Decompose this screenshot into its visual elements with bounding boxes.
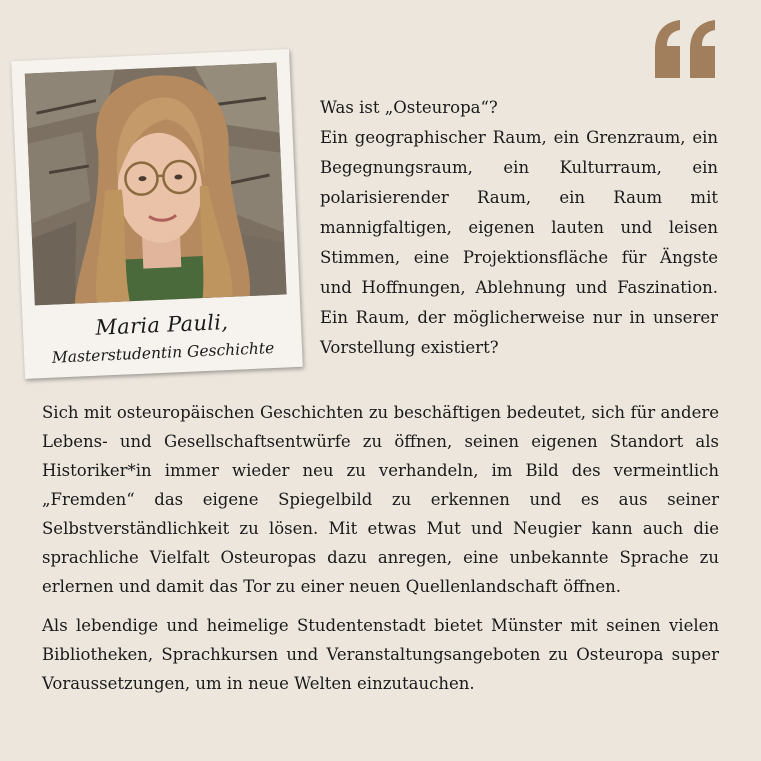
- paragraph-1: Sich mit osteuropäischen Geschichten zu beschäftigen bedeutet, sich für andere Lebens- und Gesellschaftsentwürfe zu öffnen, seinen eigenen Standort als Historiker*in immer wieder neu zu verhandeln, im Bild des vermeintlich „Fremden“ das eigene Spiegelbild zu erkennen und es aus seiner Selbstverständlichkeit zu lösen. Mit etwas Mut und Neugier kann auch die sprachliche Vielfalt Osteuropas dazu anregen, eine unbekannte Sprache zu erlernen und damit das Tor zu einer neuen Quellenlandschaft öffnen.: [42, 403, 719, 596]
- opening-quotation-mark-icon: [652, 20, 718, 78]
- profile-name: Maria Pauli,: [94, 310, 229, 340]
- intro-question: Was ist „Osteuropa“?: [320, 98, 498, 117]
- profile-role: Masterstudentin Geschichte: [51, 339, 275, 367]
- profile-photo: [25, 63, 287, 306]
- profile-photo-card: [11, 49, 303, 379]
- intro-text: Ein geographischer Raum, ein Grenzraum, ein Begegnungsraum, ein Kulturraum, ein polarisierender Raum, ein Raum mit mannigfaltigen, eigenen lauten und leisen Stimmen, eine Projektionsfläche für Ängste und Hoffnungen, Ablehnung und Faszination. Ein Raum, der möglicherweise nur in unserer Vorstellung existiert?: [320, 128, 718, 357]
- main-text: [42, 398, 719, 708]
- paragraph-2: Als lebendige und heimelige Studentenstadt bietet Münster mit seinen vielen Bibliotheken, Sprachkursen und Veranstaltungsangeboten zu Osteuropa super Voraussetzungen, um in neue Welten einzutauchen.: [42, 616, 719, 693]
- intro-section: [320, 93, 718, 363]
